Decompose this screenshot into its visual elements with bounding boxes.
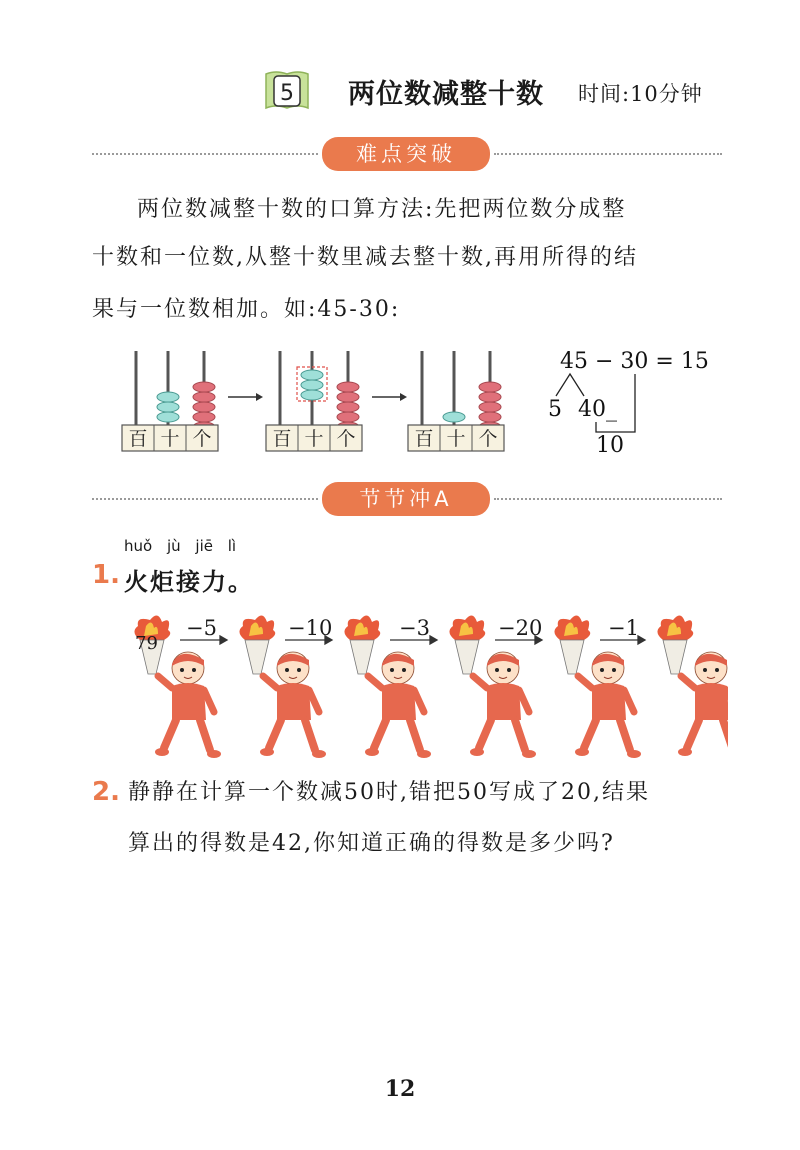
lesson-badge [262,68,312,112]
tens-result: 10 [596,433,624,458]
split-ones: 5 [548,397,562,422]
page-number: 12 [384,1076,416,1102]
divider-right [494,153,722,155]
abacus-2-label-tens: 十 [304,428,324,450]
q1-step-5: −1 [608,616,639,640]
abacus-1 [122,351,218,451]
abacus-3-label-ones: 个 [478,428,498,450]
abacus-illustration [118,345,518,460]
lesson-number: 5 [280,81,294,106]
q1-text: 火炬接力。 [124,568,254,596]
divider-left-2 [92,498,318,500]
q1-pinyin: huǒ jù jiē lì [124,537,237,555]
split-equation: 45 − 30 = 15 [560,349,709,374]
q1-step-4: −20 [498,616,543,640]
q1-number: 1. [92,560,120,590]
abacus-1-label-ones: 个 [192,428,212,450]
abacus-3-label-hundreds: 百 [414,428,434,450]
arrow-icon [372,393,407,401]
split-diagram [540,340,720,460]
runner-icon [657,615,728,758]
q1-step-2: −10 [288,616,333,640]
q2-number: 2. [92,777,120,807]
abacus-1-label-hundreds: 百 [128,428,148,450]
abacus-1-label-tens: 十 [160,428,180,450]
q2-line-2: 算出的得数是42,你知道正确的得数是多少吗? [128,831,615,856]
q1-step-3: −3 [399,616,430,640]
arrow-icon [228,393,263,401]
q1-start-value: 79 [135,633,158,654]
abacus-2-label-hundreds: 百 [272,428,292,450]
method-line-3: 果与一位数相加。如:45-30: [92,297,401,322]
divider-left [92,153,318,155]
q1-step-1: −5 [186,616,217,640]
time-label: 时间:10分钟 [578,82,703,106]
abacus-3-label-tens: 十 [446,428,466,450]
lesson-title: 两位数减整十数 [348,79,544,110]
abacus-3 [408,351,504,451]
q2-line-1: 静静在计算一个数减50时,错把50写成了20,结果 [128,780,650,805]
abacus-2-label-ones: 个 [336,428,356,450]
abacus-2 [266,351,362,451]
method-line-1: 两位数减整十数的口算方法:先把两位数分成整 [137,197,627,222]
split-tens: 40_ [578,397,617,422]
divider-right-2 [494,498,722,500]
section-title-difficulty: 难点突破 [322,137,490,171]
section-title-practice: 节节冲A [322,482,490,516]
method-line-2: 十数和一位数,从整十数里减去整十数,再用所得的结 [92,245,638,270]
